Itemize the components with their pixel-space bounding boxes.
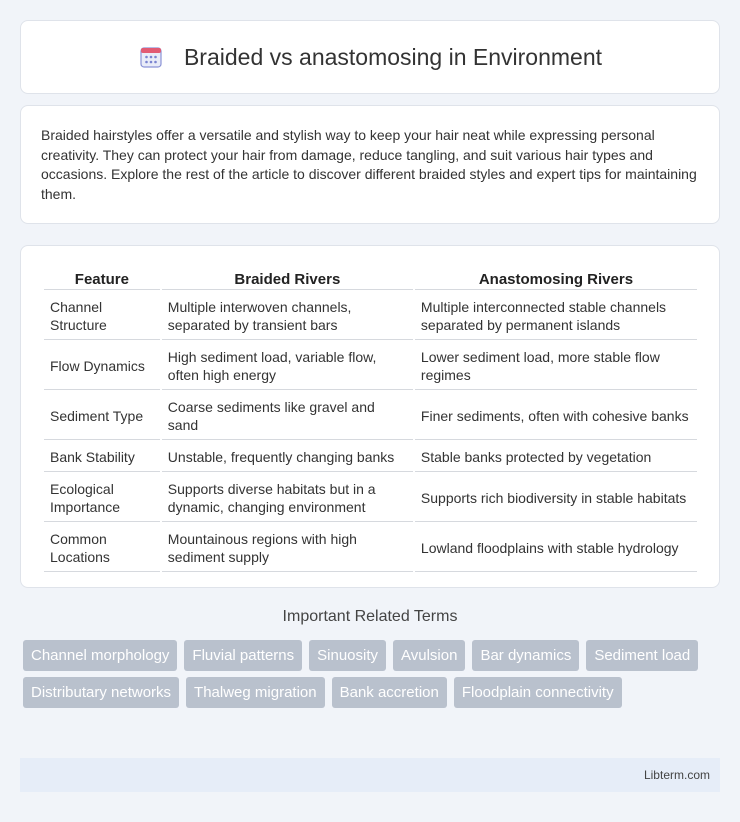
table-cell: Supports diverse habitats but in a dynamic, changing environment [162, 474, 413, 522]
table-row [44, 524, 697, 572]
related-terms-title: Important Related Terms [282, 608, 458, 625]
table-row [44, 342, 697, 390]
header-feature: Feature [44, 268, 160, 290]
comparison-table [42, 266, 699, 574]
table-header-row [44, 268, 697, 290]
table-cell: Ecological Importance [44, 474, 160, 522]
tag-thalweg-migration[interactable]: Thalweg migration [186, 677, 325, 708]
tag-distributary-networks[interactable]: Distributary networks [23, 677, 179, 708]
intro-card [20, 105, 720, 224]
intro-text: Braided hairstyles offer a versatile and stylish way to keep your hair neat while expressing personal creativity. They can protect your hair from damage, reduce tangling, and suit various hair types and occasions. Explore the rest of the article to discover different braided styles and expert tips for maintaining them. [41, 127, 697, 202]
related-terms-list [23, 640, 723, 714]
footer-site-link[interactable]: Libterm.com [643, 768, 710, 782]
table-row [44, 442, 697, 472]
table-cell: Supports rich biodiversity in stable habitats [415, 474, 697, 522]
table-cell: Finer sediments, often with cohesive banks [415, 392, 697, 440]
header-card [20, 20, 720, 94]
header-anastomosing: Anastomosing Rivers [415, 268, 697, 290]
header-braided: Braided Rivers [162, 268, 413, 290]
comparison-table-card [20, 245, 720, 588]
table-row [44, 474, 697, 522]
table-cell: Common Locations [44, 524, 160, 572]
tag-sediment-load[interactable]: Sediment load [586, 640, 698, 671]
tag-bank-accretion[interactable]: Bank accretion [332, 677, 447, 708]
page-title: Braided vs anastomosing in Environment [183, 43, 603, 70]
table-cell: Multiple interwoven channels, separated by transient bars [162, 292, 413, 340]
table-cell: Coarse sediments like gravel and sand [162, 392, 413, 440]
table-cell: Mountainous regions with high sediment supply [162, 524, 413, 572]
table-cell: Stable banks protected by vegetation [415, 442, 697, 472]
tag-sinuosity[interactable]: Sinuosity [309, 640, 386, 671]
table-cell: Unstable, frequently changing banks [162, 442, 413, 472]
tag-fluvial-patterns[interactable]: Fluvial patterns [184, 640, 302, 671]
table-cell: Lower sediment load, more stable flow regimes [415, 342, 697, 390]
table-cell: Channel Structure [44, 292, 160, 340]
tag-channel-morphology[interactable]: Channel morphology [23, 640, 177, 671]
table-cell: Flow Dynamics [44, 342, 160, 390]
table-cell: Multiple interconnected stable channels separated by permanent islands [415, 292, 697, 340]
tag-avulsion[interactable]: Avulsion [393, 640, 465, 671]
table-row [44, 292, 697, 340]
table-cell: Sediment Type [44, 392, 160, 440]
table-cell: Lowland floodplains with stable hydrology [415, 524, 697, 572]
table-cell: Bank Stability [44, 442, 160, 472]
table-row [44, 392, 697, 440]
calendar-icon [138, 44, 164, 70]
table-cell: High sediment load, variable flow, often high energy [162, 342, 413, 390]
footer [20, 758, 720, 792]
tag-floodplain-connectivity[interactable]: Floodplain connectivity [454, 677, 622, 708]
tag-bar-dynamics[interactable]: Bar dynamics [472, 640, 579, 671]
